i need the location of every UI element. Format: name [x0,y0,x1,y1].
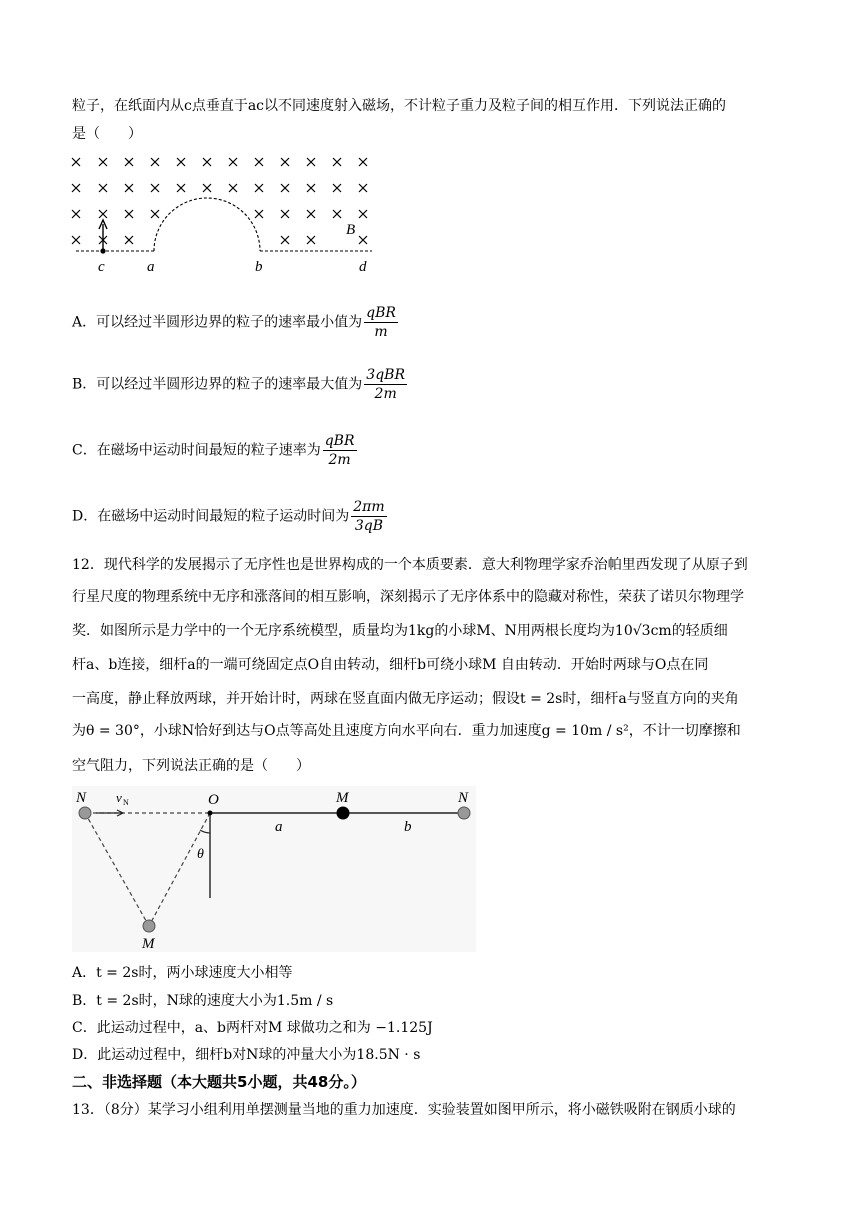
q13-line1: 13．（8分）某学习小组利用单摆测量当地的重力加速度．实验装置如图甲所示，将小磁铁吸附在钢质小球的 [72,1102,736,1118]
q11-magnetic-field-figure [66,150,386,276]
field-cross-mark [99,210,107,218]
q12-option-c: C．此运动过程中，a、b两杆对M 球做功之和为 −1.125J [72,1020,433,1036]
q11-intro-line2: 是（ ） [72,126,142,142]
field-cross-mark [99,158,107,166]
field-cross-mark [125,184,133,192]
field-cross-mark [72,210,80,218]
field-cross-mark [99,184,107,192]
label-d: d [359,259,367,275]
label-M-top: M [336,790,349,806]
ball-M-top [337,807,350,820]
field-crosses [72,158,367,244]
q12-line6: 为θ = 30°，小球N恰好到达与O点等高处且速度方向水平向右．重力加速度g = 10m / s²，不计一切摩擦和 [72,723,741,739]
field-cross-mark [281,236,289,244]
field-cross-mark [307,184,315,192]
q12-line1: 12．现代科学的发展揭示了无序性也是世界构成的一个本质要素．意大利物理学家乔治帕里西发现了从原子到 [72,557,748,573]
field-cross-mark [359,184,367,192]
option-b-text: B．可以经过半圆形边界的粒子的速率最大值为 [72,376,363,393]
field-cross-mark [307,236,315,244]
field-cross-mark [229,184,237,192]
option-d-text: D．在磁场中运动时间最短的粒子运动时间为 [72,508,350,525]
label-N-right: N [458,790,469,806]
q12-rod-figure [72,786,476,952]
field-cross-mark [281,210,289,218]
field-cross-mark [125,158,133,166]
label-vN-sub: N [123,798,129,807]
option-a-fraction: $\frac{\text{qBR}}{m}$ [366,305,396,340]
label-b: b [404,819,412,835]
label-N-left: N [76,790,87,806]
label-b: b [255,259,263,275]
q12-line3: 奖．如图所示是力学中的一个无序系统模型，质量均为1kg的小球M、N用两根长度均为10√3cm的轻质细 [72,623,728,639]
field-cross-mark [125,210,133,218]
field-cross-mark [333,210,341,218]
option-d-fraction: $\frac{2\pi m}{3qB}$ [353,499,385,534]
label-a: a [147,259,155,275]
field-cross-mark [359,236,367,244]
q12-line7: 空气阻力，下列说法正确的是（ ） [72,758,310,774]
field-cross-mark [151,158,159,166]
field-cross-mark [72,236,80,244]
field-cross-mark [255,184,263,192]
label-vN: v [116,790,122,805]
field-cross-mark [72,184,80,192]
option-a-text: A．可以经过半圆形边界的粒子的速率最小值为 [72,314,363,331]
q12-line2: 行星尺度的物理系统中无序和涨落间的相互影响，深刻揭示了无序体系中的隐藏对称性，荣获了诺贝尔物理学 [72,589,744,605]
q12-option-b: B．t = 2s时，N球的速度大小为1.5m / s [72,993,334,1009]
field-cross-mark [203,158,211,166]
field-cross-mark [229,158,237,166]
field-cross-mark [255,158,263,166]
q12-option-a: A．t = 2s时，两小球速度大小相等 [72,965,293,981]
q11-option-c [72,432,357,469]
q11-option-a [72,304,398,341]
field-cross-mark [307,158,315,166]
label-theta: θ [197,847,204,862]
field-cross-mark [72,158,80,166]
field-cross-mark [281,158,289,166]
option-c-fraction: $\frac{\text{qBR}}{2m}$ [324,433,355,468]
field-cross-mark [359,158,367,166]
q11-intro-line1: 粒子，在纸面内从c点垂直于ac以不同速度射入磁场，不计粒子重力及粒子间的相互作用．下列说法正确的 [72,98,727,114]
label-c: c [98,259,105,275]
label-M-bottom: M [142,936,155,952]
label-B: B [346,222,356,238]
field-cross-mark [359,210,367,218]
field-cross-mark [151,184,159,192]
q12-line5: 一高度，静止释放两球，并开始计时，两球在竖直面内做无序运动；假设t = 2s时，细杆a与竖直方向的夹角 [72,691,739,707]
option-b-fraction: $\frac{\text{3qBR}}{2m}$ [366,367,405,402]
ball-M-bottom [143,920,155,932]
field-cross-mark [151,210,159,218]
ball-N-right [458,807,470,819]
semicircle-boundary [154,198,260,251]
option-c-text: C．在磁场中运动时间最短的粒子速率为 [72,442,321,459]
q12-option-d: D．此运动过程中，细杆b对N球的冲量大小为18.5N · s [72,1047,421,1063]
q12-line4: 杆a、b连接，细杆a的一端可绕固定点O自由转动，细杆b可绕小球M 自由转动．开始时两球与O点在同 [72,657,709,673]
field-cross-mark [333,184,341,192]
label-O: O [208,792,219,808]
field-cross-mark [255,210,263,218]
field-cross-mark [203,184,211,192]
field-cross-mark [307,210,315,218]
field-cross-mark [281,184,289,192]
label-a: a [275,819,283,835]
q11-option-d [72,498,387,535]
field-cross-mark [333,158,341,166]
q11-option-b [72,366,407,403]
field-cross-mark [125,236,133,244]
field-cross-mark [177,184,185,192]
ball-N-left [79,807,91,819]
field-cross-mark [177,158,185,166]
section-2-heading: 二、非选择题（本大题共5小题，共48分。） [72,1073,366,1091]
pivot-O [208,811,213,816]
